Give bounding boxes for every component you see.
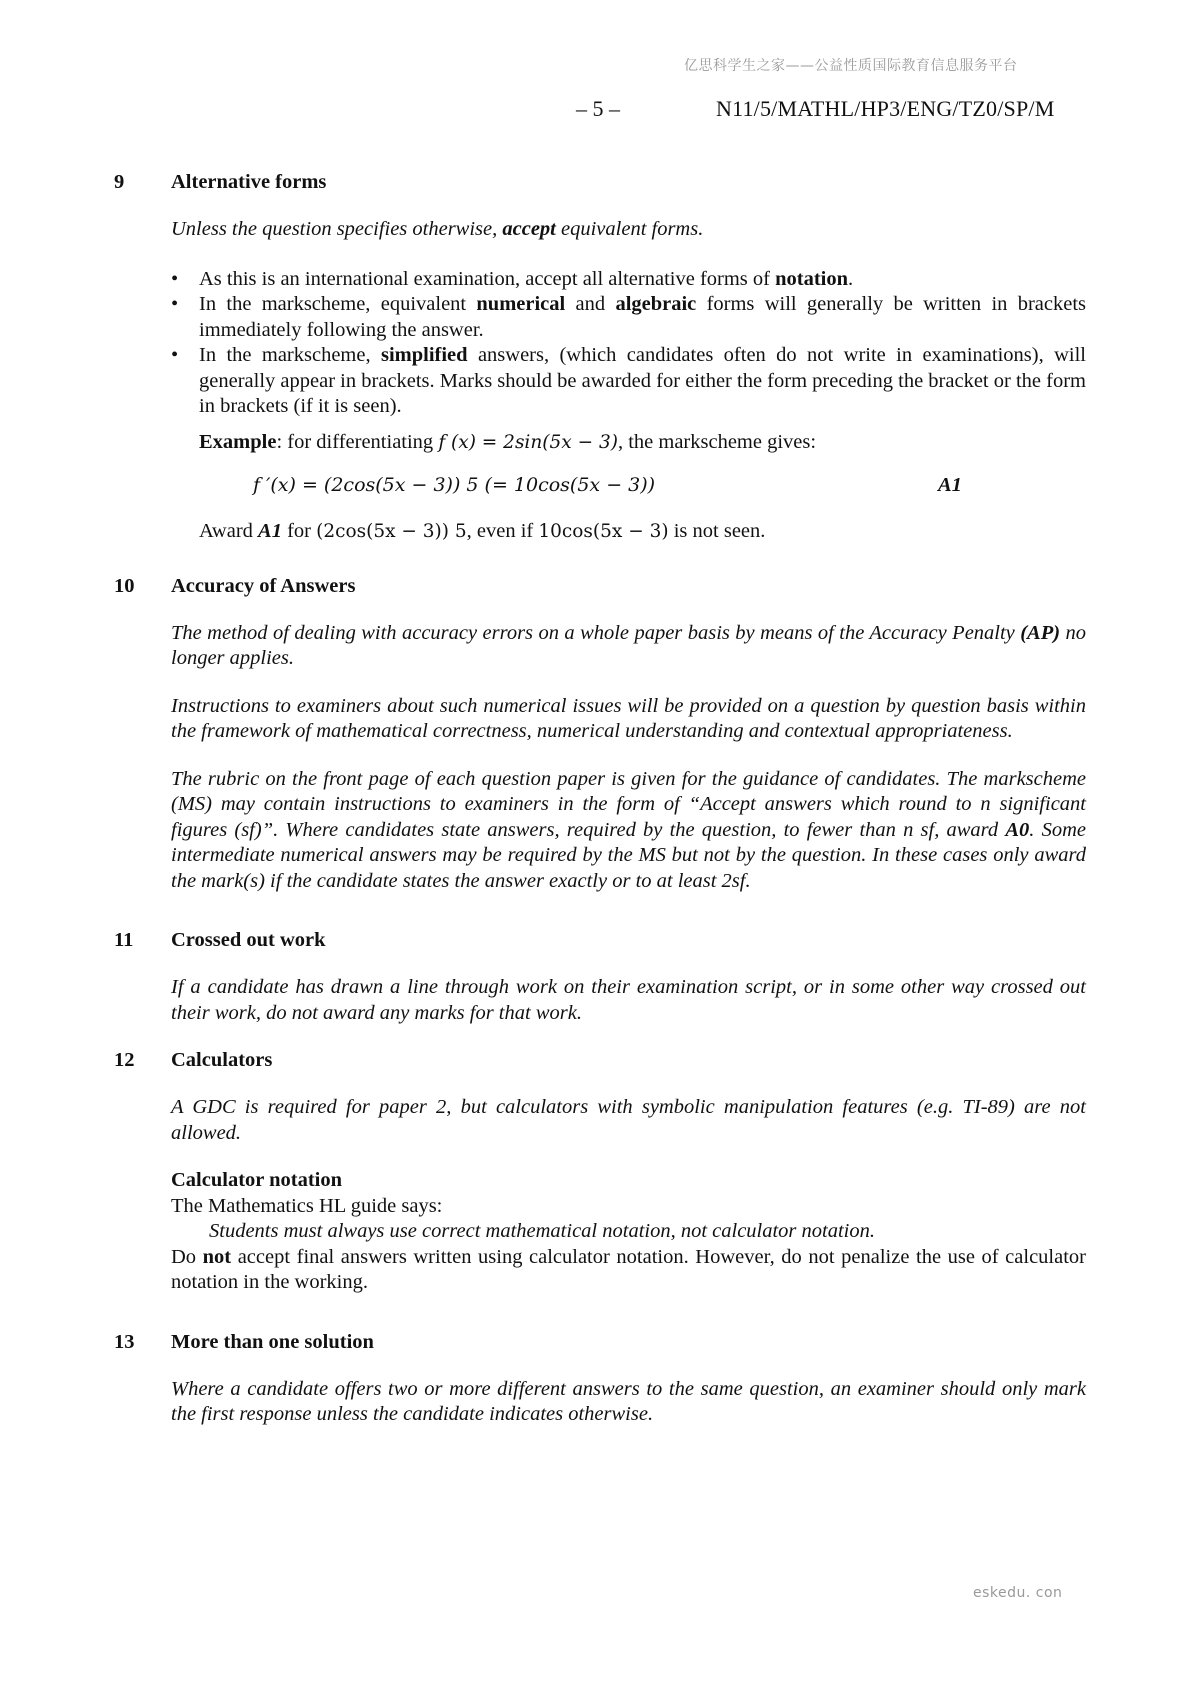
section-number: 13 [114, 1330, 135, 1353]
subheading: Calculator notation [171, 1169, 343, 1191]
watermark-bottom: eskedu. con [973, 1585, 1063, 1601]
paragraph: Instructions to examiners about such numerical issues will be provided on a question by question basis within the framework of mathematical correctness, numerical understanding and contextual appropriateness. [171, 694, 1086, 742]
section-title: Alternative forms [171, 171, 327, 193]
paper-code: N11/5/MATHL/HP3/ENG/TZ0/SP/M [716, 96, 1055, 121]
paragraph: Where a candidate offers two or more different answers to the same question, an examiner should only mark the first response unless the candidate indicates otherwise. [171, 1377, 1086, 1425]
section-heading [114, 574, 1086, 600]
section-title: Crossed out work [171, 929, 326, 951]
section-heading [114, 1048, 1086, 1074]
section-number: 9 [114, 171, 125, 193]
section-title: More than one solution [171, 1330, 374, 1353]
formula: f ′(x) = (2cos(5x − 3)) 5 (= 10cos(5x − 3)) [253, 474, 656, 496]
section-body [171, 975, 1086, 1026]
list-item: • In the markscheme, simplified answers, (which candidates often do not write in examinations), will generally appear in brackets. Marks should be awarded for either the form preceding the bracket or the form in brackets (if it is seen). [171, 343, 1086, 420]
paragraph: A GDC is required for paper 2, but calculators with symbolic manipulation features (e.g. TI-89) are not allowed. [171, 1096, 1086, 1144]
paragraph: The Mathematics HL guide says: [171, 1194, 443, 1217]
quote: Students must always use correct mathematical notation, not calculator notation. [209, 1220, 875, 1242]
section-heading [114, 170, 1086, 196]
section-11 [114, 928, 1086, 1026]
section-13 [114, 1330, 1086, 1428]
section-title: Accuracy of Answers [171, 574, 356, 597]
section-9 [114, 170, 1086, 545]
watermark-top: 亿思科学生之家——公益性质国际教育信息服务平台 [684, 58, 1018, 74]
section-body [171, 217, 1086, 545]
section-number: 12 [114, 1049, 135, 1071]
paragraph: Do not accept final answers written using calculator notation. However, do not penalize the use of calculator notation in the working. [171, 1245, 1086, 1293]
section-heading [114, 1330, 1086, 1356]
bullet-list [171, 267, 1086, 420]
example-line: Example: for differentiating f (x) = 2sin(5x − 3), the markscheme gives: [199, 430, 817, 453]
formula-line [253, 473, 1086, 501]
paragraph: The rubric on the front page of each question paper is given for the guidance of candidates. The markscheme (MS) may contain instructions to examiners in the form of “Accept answers which round to n significant figures (sf)”. Where candidates state answers, required by the question, to fewer than n sf, award A0. Some intermediate numerical answers may be required by the MS but not by the question. In these cases only award the mark(s) if the candidate states the answer exactly or to at least 2sf. [171, 767, 1086, 892]
section-10 [114, 574, 1086, 895]
list-item: • As this is an international examination, accept all alternative forms of notation. [171, 267, 1086, 293]
list-item: • In the markscheme, equivalent numerical and algebraic forms will generally be written in brackets immediately following the answer. [171, 292, 1086, 343]
example-block [199, 430, 1086, 545]
section-number: 11 [114, 929, 134, 951]
mark-code: A1 [938, 474, 962, 496]
section-heading [114, 928, 1086, 954]
paragraph: The method of dealing with accuracy errors on a whole paper basis by means of the Accuracy Penalty (AP) no longer applies. [171, 621, 1087, 669]
section-body [171, 1095, 1086, 1296]
section-number: 10 [114, 574, 135, 597]
section-title: Calculators [171, 1049, 273, 1071]
section-body [171, 621, 1086, 895]
document-body [114, 170, 1086, 1428]
section-12 [114, 1048, 1086, 1296]
paragraph: If a candidate has drawn a line through work on their examination script, or in some other way crossed out their work, do not award any marks for that work. [171, 976, 1086, 1024]
page-number: – 5 – [576, 96, 620, 121]
section-body [171, 1377, 1086, 1428]
award-line: Award A1 for (2cos(5x − 3)) 5, even if 10cos(5x − 3) is not seen. [199, 520, 766, 542]
paragraph: Unless the question specifies otherwise, accept equivalent forms. [171, 218, 704, 240]
